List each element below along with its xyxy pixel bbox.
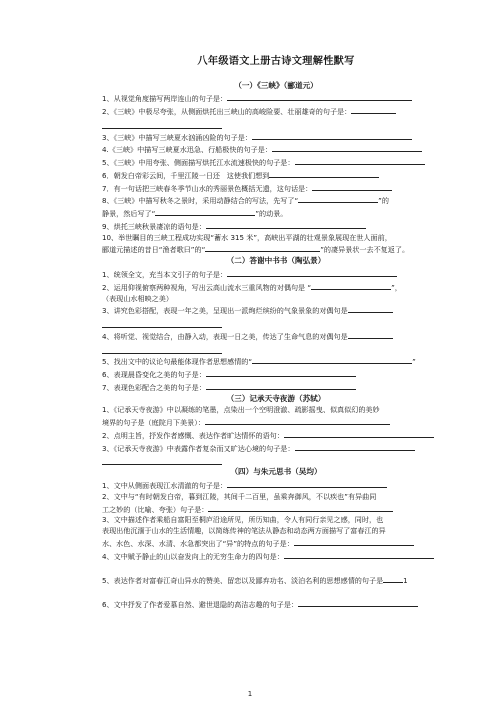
question-item bbox=[102, 599, 450, 609]
question-item bbox=[102, 221, 450, 231]
question-text: 7．有一句话把三峡春冬季节山水的秀丽景色概括无遗，这句话是： bbox=[102, 183, 313, 193]
answer-blank[interactable] bbox=[295, 443, 415, 451]
question-item bbox=[102, 417, 450, 427]
answer-blank[interactable] bbox=[208, 504, 393, 512]
section-heading: （二）答谢中书书（陶弘景） bbox=[226, 256, 326, 266]
question-text: 2、运用仰视俯察两种视角，写出云高山流水三重风物的对偶句是 “ bbox=[102, 282, 312, 292]
question-text: 7、表现色彩配合之美的句子是： bbox=[102, 382, 206, 392]
question-text: 静景，然后写了“ bbox=[102, 209, 156, 219]
answer-blank[interactable] bbox=[227, 480, 387, 488]
question-item bbox=[102, 244, 450, 254]
question-text: 6、文中抒发了作者爱慕自然、避世退隐的高洁志趣的句子是： bbox=[102, 600, 299, 610]
question-item bbox=[102, 356, 450, 366]
question-text: 6．朝发白帝彩云间，千里江陵一日还 这使我们想到 bbox=[102, 170, 270, 180]
answer-blank[interactable] bbox=[205, 417, 390, 425]
question-text: 表现出他沉湎于山水的生活情趣，以简练传神的笔法从静态和动态两方面描写了富春江的异 bbox=[102, 526, 386, 536]
question-item bbox=[102, 538, 450, 548]
question-item bbox=[102, 144, 450, 154]
question-item bbox=[102, 93, 450, 103]
answer-blank[interactable] bbox=[284, 430, 434, 438]
answer-blank[interactable] bbox=[206, 221, 366, 229]
document-title: 八年级语文上册古诗文理解性默写 bbox=[197, 56, 355, 67]
answer-blank[interactable] bbox=[383, 575, 403, 583]
question-item bbox=[102, 516, 450, 524]
question-item bbox=[102, 430, 450, 440]
question-item bbox=[102, 480, 450, 490]
section-heading: （三）记承天寺夜游（苏轼） bbox=[226, 393, 326, 403]
question-text: 3、文中描述作者乘船自富阳至桐庐沿途所见，所历知曲，令人有同行亲见之感，同时，也 bbox=[102, 515, 384, 525]
question-tail: ” bbox=[412, 357, 416, 367]
answer-blank[interactable] bbox=[348, 331, 393, 339]
question-item bbox=[102, 208, 450, 218]
answer-blank[interactable] bbox=[312, 183, 392, 191]
question-text: 1、《记承天寺夜游》中以凝练的笔墨，点染出一个空明澄澈、疏影摇曳、似真似幻的美妙 bbox=[102, 405, 380, 415]
answer-blank[interactable] bbox=[284, 551, 434, 559]
question-tail: 1 bbox=[403, 576, 408, 586]
question-text: 4、将听觉、视觉结合，由静入动，表现一日之美，传达了生命气息的对偶句是 bbox=[102, 331, 348, 341]
question-text: 1、文中从侧面表现江水清澈的句子是： bbox=[102, 481, 228, 491]
question-item bbox=[102, 369, 450, 379]
question-item bbox=[102, 183, 450, 193]
question-item bbox=[102, 305, 450, 315]
question-text: 9、烘托三峡秋景凄凉的语句是： bbox=[102, 221, 206, 231]
answer-blank[interactable] bbox=[294, 538, 414, 546]
question-text: 2、《三峡》中极尽夸张，从侧面烘托出三峡山的高峻险要、壮丽雄奇的句子是： bbox=[102, 107, 352, 117]
question-item bbox=[102, 382, 450, 392]
page-number: 1 bbox=[247, 690, 253, 698]
section-heading: （一）《三峡》（郦道元） bbox=[234, 80, 318, 90]
question-item bbox=[102, 282, 450, 292]
question-item bbox=[102, 170, 450, 180]
question-item bbox=[102, 493, 450, 501]
answer-blank-line[interactable] bbox=[102, 318, 222, 328]
answer-blank[interactable] bbox=[298, 195, 378, 203]
question-tail: ”的动景。 bbox=[255, 209, 288, 219]
section-heading: （四）与朱元思书（吴均） bbox=[230, 467, 322, 477]
question-text: 水、水色、水深、水清、水急都突出了“异”的特点的句子是： bbox=[102, 538, 294, 548]
question-item bbox=[102, 575, 450, 585]
question-item bbox=[102, 157, 450, 167]
question-text: 1、从视觉角度描写两岸连山的句子是： bbox=[102, 94, 228, 104]
answer-blank[interactable] bbox=[252, 132, 412, 140]
question-text: 6、表现晨昏变化之美的句子是： bbox=[102, 369, 206, 379]
question-text: 10、举世瞩目的三峡工程成功实现“蓄水 315 米”，高峡出平湖的壮观景象展现在世人面前， bbox=[102, 232, 392, 242]
question-text: 3、讲究色彩搭配，表现一年之美，呈现出一派绚烂缤纷的气象景象的对偶句是 bbox=[102, 306, 348, 316]
question-item bbox=[102, 234, 450, 242]
question-item bbox=[102, 295, 450, 303]
answer-blank[interactable] bbox=[311, 282, 391, 290]
question-item bbox=[102, 443, 450, 453]
question-text: 3、《记承天寺夜游》中表露作者复杂而又旷达心境的句子是： bbox=[102, 443, 295, 453]
answer-blank[interactable] bbox=[252, 356, 412, 364]
question-text: 工之妙的（比喻、夸张）句子是： bbox=[102, 504, 209, 514]
answer-blank-line[interactable] bbox=[102, 119, 222, 129]
question-text: 4、文中赋予静止的山以奋发向上的无穷生命力的四句是： bbox=[102, 551, 284, 561]
question-item bbox=[102, 269, 450, 279]
question-text: 4.《三峡》中描写三峡夏水迅急、行船极快的句子是： bbox=[102, 145, 272, 155]
question-tail: ”， bbox=[391, 282, 402, 292]
answer-blank[interactable] bbox=[348, 305, 393, 313]
question-item bbox=[102, 331, 450, 341]
answer-blank[interactable] bbox=[269, 170, 379, 178]
answer-blank[interactable] bbox=[298, 599, 418, 607]
question-tail: ”的凄异景状一去不复返了。 bbox=[320, 245, 410, 255]
question-item bbox=[102, 527, 450, 535]
question-text: 5、表达作者对富春江奇山异水的赞美、留恋以及鄙弃功名、淡泊名利的思想感情的句子是 bbox=[102, 576, 384, 586]
question-tail: ”的 bbox=[378, 196, 389, 206]
question-item bbox=[102, 132, 450, 142]
question-text: 2、文中与“有时朝发白帝，暮到江陵，其间千二百里，虽乘奔御风，不以疾也”有异曲同 bbox=[102, 491, 377, 501]
answer-blank[interactable] bbox=[295, 157, 425, 165]
question-text: 5、找出文中的议论句最能体现作者思想感情的“ bbox=[102, 357, 253, 367]
question-item bbox=[102, 504, 450, 514]
question-text: 8、《三峡》中描写秋冬之景时，采用动静结合的写法，先写了“ bbox=[102, 196, 299, 206]
answer-blank[interactable] bbox=[206, 382, 356, 390]
answer-blank-line[interactable] bbox=[102, 344, 222, 354]
answer-blank-line[interactable] bbox=[102, 455, 222, 465]
question-item bbox=[102, 106, 450, 116]
answer-blank[interactable] bbox=[206, 369, 356, 377]
answer-blank[interactable] bbox=[155, 208, 255, 216]
question-text: 1、统领全文，充当本文引子的句子是： bbox=[102, 270, 228, 280]
answer-blank[interactable] bbox=[227, 269, 397, 277]
question-text: 3、《三峡》中描写三峡夏水汹涌凶险的句子是： bbox=[102, 132, 252, 142]
answer-blank[interactable] bbox=[205, 244, 320, 252]
question-text: （表现山水相映之美） bbox=[102, 293, 173, 303]
answer-blank[interactable] bbox=[227, 93, 412, 101]
question-text: 境界的句子是（庭院月下美景）： bbox=[102, 418, 205, 428]
question-item bbox=[102, 406, 450, 414]
question-item bbox=[102, 551, 450, 561]
question-text: 5、《三峡》中用夸张、侧面描写烘托江水流速极快的句子是： bbox=[102, 158, 295, 168]
answer-blank[interactable] bbox=[351, 106, 396, 114]
question-item bbox=[102, 195, 450, 205]
answer-blank[interactable] bbox=[272, 144, 422, 152]
question-text: 2、点明主旨，抒发作者感慨、表达作者旷达情怀的语句： bbox=[102, 430, 284, 440]
sections-container bbox=[102, 82, 450, 610]
question-text: 郦道元描述的昔日“渔者歌曰”的“ bbox=[102, 245, 206, 255]
